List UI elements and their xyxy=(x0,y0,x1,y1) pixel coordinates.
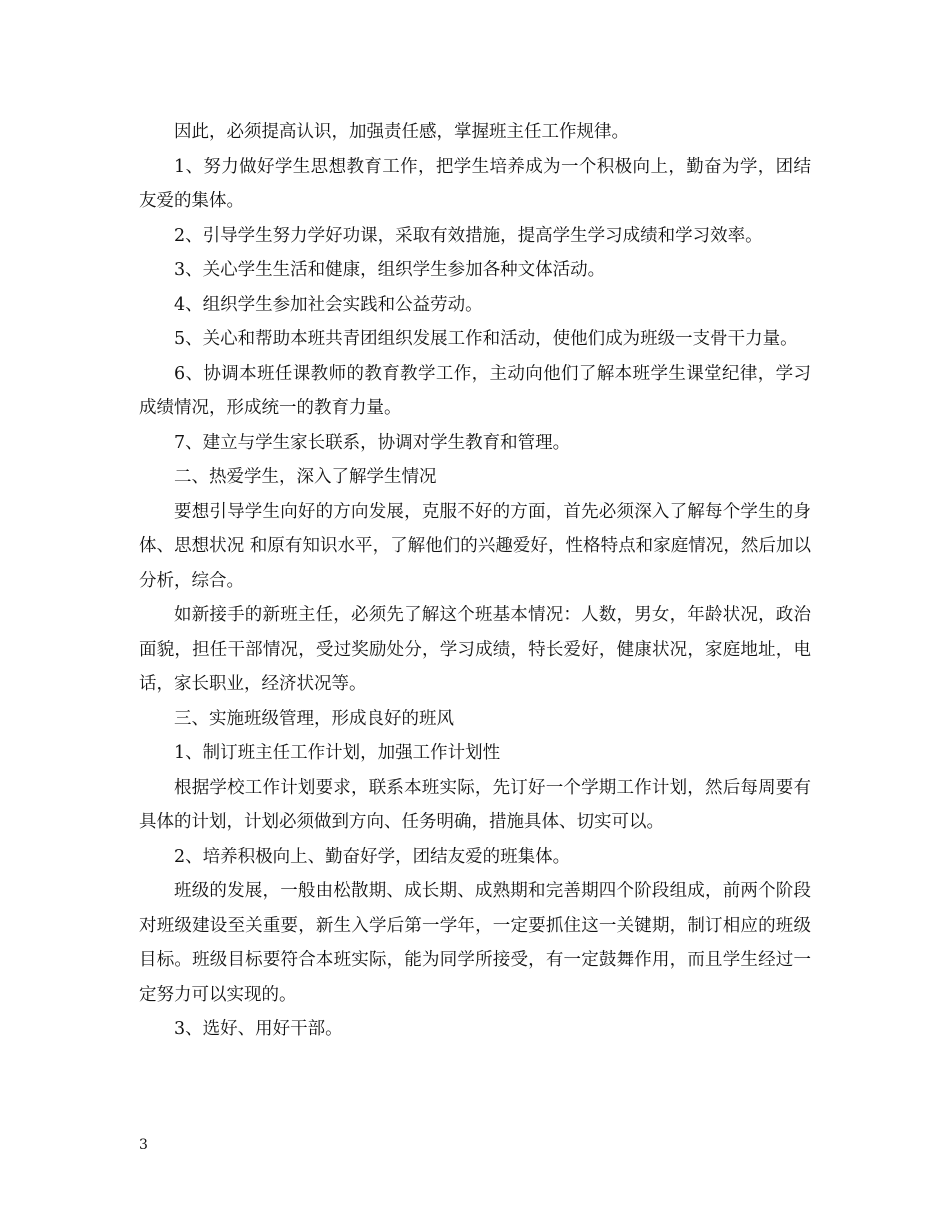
paragraph-item-2: 2、引导学生努力学好功课，采取有效措施，提高学生学习成绩和学习效率。 xyxy=(174,225,763,246)
paragraph-new-class: 如新接手的新班主任，必须先了解这个班基本情况：人数，男女，年龄状况，政治面貌，担任干部情况，受过奖励处分，学习成绩，特长爱好，健康状况，家庭地址，电话，家长职业，经济状况等。 xyxy=(139,605,811,694)
section-heading-2: 二、热爱学生，深入了解学生情况 xyxy=(174,467,437,487)
paragraph-item-4: 4、组织学生参加社会实践和公益劳动。 xyxy=(174,294,483,315)
paragraph-item-3: 3、关心学生生活和健康，组织学生参加各种文体活动。 xyxy=(174,260,606,280)
paragraph-work-plan: 根据学校工作计划要求，联系本班实际，先订好一个学期工作计划，然后每周要有具体的计划，计划必须做到方向、任务明确，措施具体、切实可以。 xyxy=(139,777,811,832)
subheading-work-plan: 1、制订班主任工作计划，加强工作计划性 xyxy=(174,743,501,763)
paragraph-item-5: 5、关心和帮助本班共青团组织发展工作和活动，使他们成为班级一支骨干力量。 xyxy=(174,329,798,349)
paragraph-understand-students: 要想引导学生向好的方向发展，克服不好的方面，首先必须深入了解每个学生的身体、思想状况 和原有知识水平，了解他们的兴趣爱好，性格特点和家庭情况，然后加以分析，综合。 xyxy=(139,501,811,591)
section-heading-3: 三、实施班级管理，形成良好的班风 xyxy=(174,708,454,729)
document-body xyxy=(139,115,811,1047)
paragraph-item-7: 7、建立与学生家长联系，协调对学生教育和管理。 xyxy=(174,432,571,453)
paragraph-item-1: 1、努力做好学生思想教育工作，把学生培养成为一个积极向上，勤奋为学，团结友爱的集体。 xyxy=(139,156,811,211)
subheading-cadres: 3、选好、用好干部。 xyxy=(174,1019,343,1039)
page-number: 3 xyxy=(139,1137,148,1153)
paragraph-item-6: 6、协调本班任课教师的教育教学工作，主动向他们了解本班学生课堂纪律，学习成绩情况，形成统一的教育力量。 xyxy=(139,363,811,418)
paragraph-intro: 因此，必须提高认识，加强责任感，掌握班主任工作规律。 xyxy=(174,122,629,142)
subheading-class-collective: 2、培养积极向上、勤奋好学，团结友爱的班集体。 xyxy=(174,846,571,867)
paragraph-class-development: 班级的发展，一般由松散期、成长期、成熟期和完善期四个阶段组成，前两个阶段对班级建设至关重要，新生入学后第一学年，一定要抓住这一关键期，制订相应的班级目标。班级目标要符合本班实际，能为同学所接受，有一定鼓舞作用，而且学生经过一定努力可以实现的。 xyxy=(139,881,811,1005)
